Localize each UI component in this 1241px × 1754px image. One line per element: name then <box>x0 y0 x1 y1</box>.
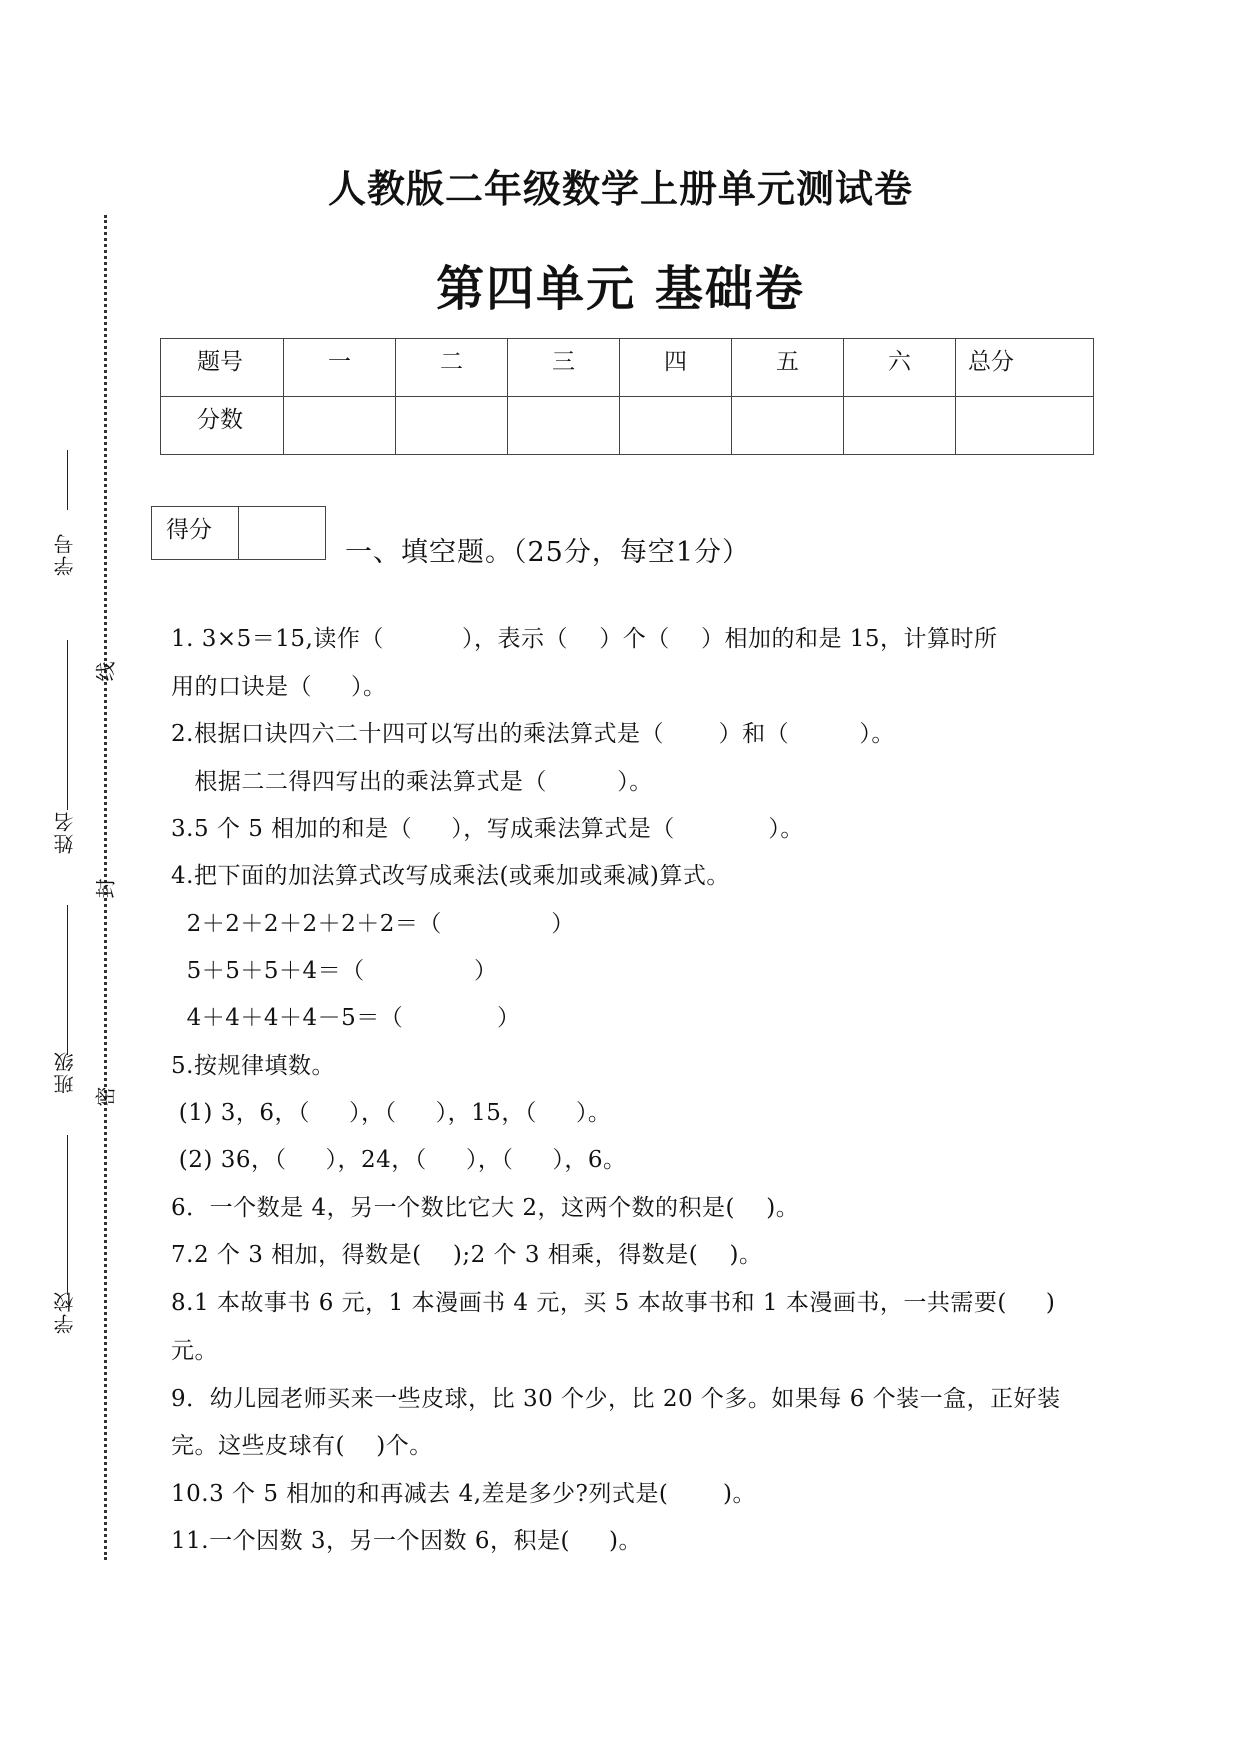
school-underline <box>67 1135 68 1295</box>
name-label: 姓名 <box>53 810 77 854</box>
section-title: 一、填空题。（25分，每空1分） <box>345 537 751 568</box>
question-line: 完。这些皮球有( )个。 <box>171 1433 433 1459</box>
question-line: 5.按规律填数。 <box>171 1053 335 1079</box>
score-table-cell: 题号 <box>161 339 284 397</box>
seal-char-feng: 封 <box>93 878 118 899</box>
question-line: 4.把下面的加法算式改写成乘法(或乘加或乘减)算式。 <box>171 863 730 889</box>
score-input-cell[interactable] <box>732 397 844 455</box>
score-table-cell: 五 <box>732 339 844 397</box>
score-input-cell[interactable] <box>396 397 508 455</box>
score-input-cell[interactable] <box>956 397 1094 455</box>
question-line: 7.2 个 3 相加，得数是( );2 个 3 相乘，得数是( )。 <box>171 1242 763 1268</box>
question-line: 3.5 个 5 相加的和是（ ），写成乘法算式是（ ）。 <box>171 816 804 842</box>
question-line: 元。 <box>171 1338 218 1364</box>
score-table-score-row <box>161 397 1094 455</box>
score-input-cell[interactable] <box>844 397 956 455</box>
question-line: 8.1 本故事书 6 元，1 本漫画书 4 元，买 5 本故事书和 1 本漫画书，一共需要( ) <box>171 1290 1056 1316</box>
score-table-cell: 四 <box>620 339 732 397</box>
score-table-cell: 总分 <box>956 339 1094 397</box>
question-line: 5＋5＋5＋4＝（ ） <box>171 958 498 984</box>
question-line: 4＋4＋4＋4－5＝（ ） <box>171 1005 521 1031</box>
score-table-cell: 三 <box>508 339 620 397</box>
question-line: 2.根据口诀四六二十四可以写出的乘法算式是（ ）和（ ）。 <box>171 721 895 747</box>
score-input-cell[interactable] <box>508 397 620 455</box>
seal-char-xian: 线 <box>93 661 118 682</box>
score-table-cell: 二 <box>396 339 508 397</box>
section-score-box <box>151 506 326 560</box>
class-underline <box>67 905 68 1055</box>
score-table-cell: 分数 <box>161 397 284 455</box>
student-id-underline <box>67 450 68 510</box>
question-line: 2＋2＋2＋2＋2＋2＝（ ） <box>171 911 575 937</box>
question-line: 11.一个因数 3，另一个因数 6，积是( )。 <box>171 1528 642 1554</box>
question-line: (2) 36，（ ），24，（ ），（ ），6。 <box>171 1147 627 1173</box>
score-input-cell[interactable] <box>284 397 396 455</box>
question-line: 6．一个数是 4，另一个数比它大 2，这两个数的积是( )。 <box>171 1195 800 1221</box>
seal-char-mi: 密 <box>93 1086 118 1107</box>
question-line: 用的口诀是（ ）。 <box>171 674 387 700</box>
question-line: (1) 3，6，（ ），（ ），15，（ ）。 <box>171 1100 612 1126</box>
page-title: 人教版二年级数学上册单元测试卷 <box>327 166 913 211</box>
school-label: 学校 <box>53 1290 77 1334</box>
score-table <box>160 338 1094 455</box>
score-input-cell[interactable] <box>620 397 732 455</box>
score-table-cell: 一 <box>284 339 396 397</box>
question-line: 10.3 个 5 相加的和再减去 4,差是多少?列式是( )。 <box>171 1481 756 1507</box>
page-subtitle: 第四单元 基础卷 <box>436 261 805 317</box>
question-line: 根据二二得四写出的乘法算式是（ ）。 <box>171 769 653 795</box>
question-line: 9．幼儿园老师买来一些皮球，比 30 个少，比 20 个多。如果每 6 个装一盒，正好装 <box>171 1386 1061 1412</box>
student-id-label: 学号 <box>53 532 77 576</box>
score-table-cell: 六 <box>844 339 956 397</box>
name-underline <box>67 640 68 810</box>
section-score-input[interactable] <box>239 507 325 559</box>
class-label: 班级 <box>53 1050 77 1094</box>
section-score-label: 得分 <box>152 507 239 559</box>
score-table-header-row <box>161 339 1094 397</box>
question-line: 1. 3×5＝15,读作（ ），表示（ ）个（ ）相加的和是 15，计算时所 <box>171 626 998 652</box>
